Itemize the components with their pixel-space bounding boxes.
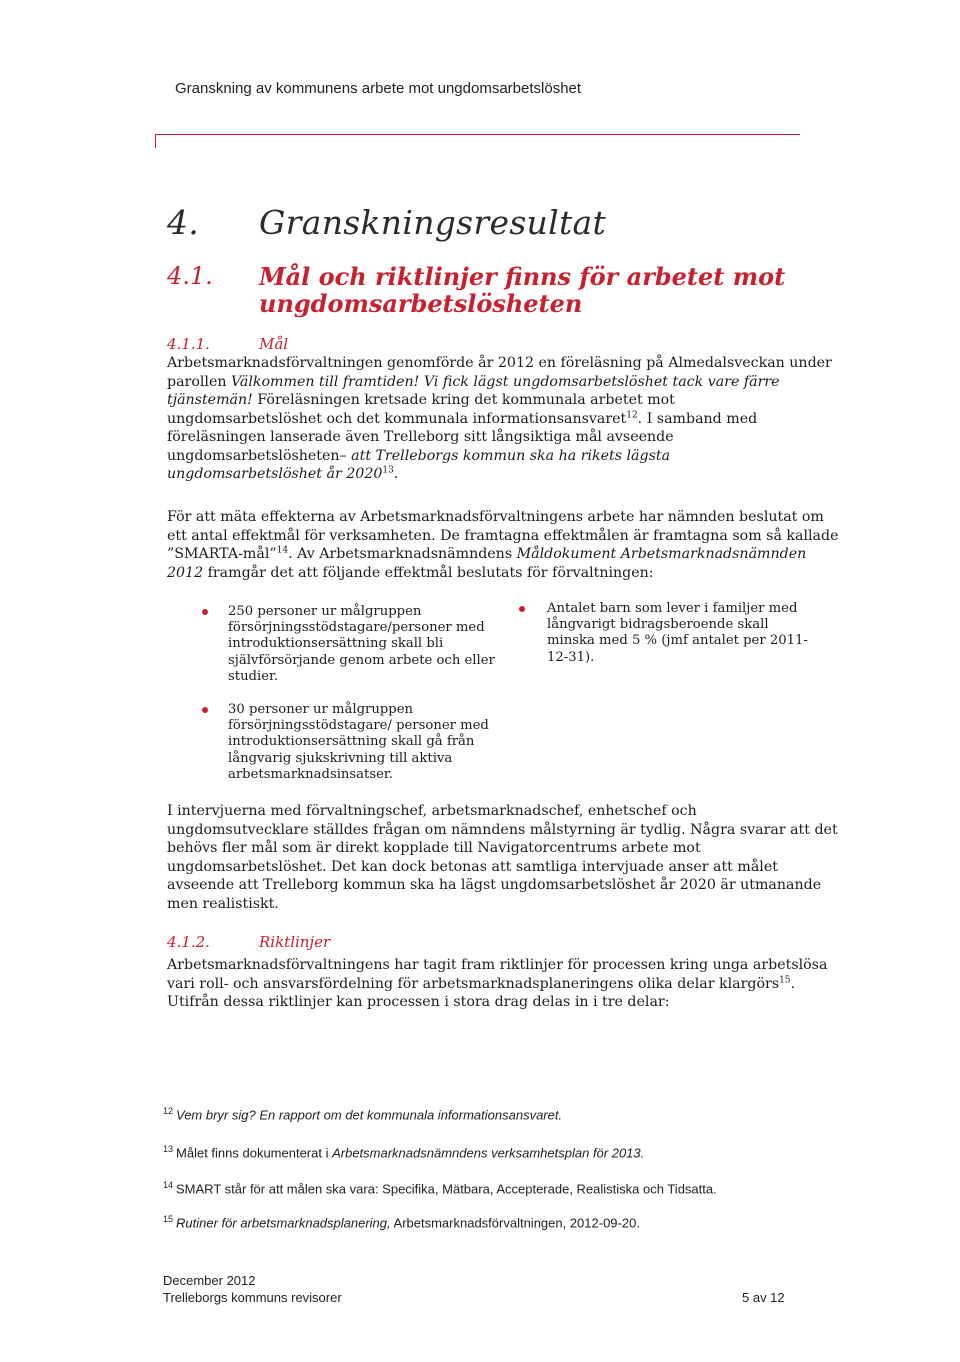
heading-2-line1: Mål och riktlinjer finns för arbetet mot <box>259 262 786 291</box>
bullet-line: Antalet barn som lever i familjer med <box>547 601 798 616</box>
bullet-marker <box>519 606 525 612</box>
bullet-line: 250 personer ur målgruppen <box>228 604 422 619</box>
text-line: 2012 framgår det att följande effektmål beslutats för förvaltningen: <box>167 564 654 581</box>
text-line: men realistiskt. <box>167 895 279 912</box>
section-412-title: Riktlinjer <box>259 933 331 951</box>
text-line: behövs fler mål som är direkt kopplade till Navigatorcentrums arbete mot <box>167 840 701 856</box>
bullet-item <box>228 604 495 685</box>
bullet-line: 30 personer ur målgruppen <box>228 702 414 717</box>
paragraph-smart-goals <box>167 508 839 582</box>
header-rule-tick <box>155 134 156 148</box>
footnote-12: $^{12}$ Vem bryr sig? En rapport om det kommunala informationsansvaret. <box>163 1106 563 1123</box>
bullet-marker <box>202 707 208 713</box>
heading-2-number: 4.1. <box>167 262 213 290</box>
footnote-14: $^{14}$ SMART står för att målen ska vara: Specifika, Mätbara, Accepterade, Realistiska och Tidsatta. <box>163 1180 717 1197</box>
text-line: Arbetsmarknadsförvaltningens har tagit fram riktlinjer för processen kring unga arbetslösa <box>167 957 828 973</box>
section-412-number: 4.1.2. <box>167 933 210 951</box>
bullet-item <box>228 702 489 783</box>
section-411-body <box>167 354 832 484</box>
text-line: ett antal effektmål för verksamheten. De framtagna effektmålen är framtagna som så kallade <box>167 527 839 544</box>
footnote-number: 14 <box>163 1180 174 1190</box>
bullet-item <box>547 601 808 666</box>
text-line: tjänstemän! Föreläsningen kretsade kring det kommunala arbetet mot <box>167 392 675 408</box>
text-line: ungdomsarbetslösheten– att Trelleborgs kommun ska ha rikets lägsta <box>167 447 671 464</box>
text-line: I intervjuerna med förvaltningschef, arbetsmarknadschef, enhetschef och <box>167 803 697 819</box>
bullet-line: introduktionsersättning skall gå från <box>228 734 475 750</box>
bullet-line: 12-31). <box>547 649 595 665</box>
paragraph-interviews <box>167 802 838 913</box>
text-line: Utifrån dessa riktlinjer kan processen i stora drag delas in i tre delar: <box>167 994 670 1010</box>
text-line: parollen Välkommen till framtiden! Vi fick lägst ungdomsarbetslöshet tack vare färre <box>167 373 780 390</box>
footnote-15: $^{15}$ Rutiner för arbetsmarknadsplanering, Arbetsmarknadsförvaltningen, 2012-09-20. <box>163 1214 640 1231</box>
bullet-line: studier. <box>228 668 279 684</box>
footnote-number: 12 <box>163 1106 174 1116</box>
text-line: ungdomsutvecklare ställdes frågan om nämndens målstyrning är tydlig. Några svarar att det <box>167 821 838 838</box>
footnote-13: $^{13}$ Målet finns dokumenterat i Arbetsmarknadsnämndens verksamhetsplan för 2013. <box>163 1144 645 1161</box>
footnote-number: 13 <box>163 1144 174 1154</box>
text-line: föreläsningen lanserade även Trelleborg sitt långsiktiga mål avseende <box>167 429 674 445</box>
text-line: ungdomsarbetslöshet. Det kan dock betonas att samtliga intervjuade anser att målet <box>167 858 778 875</box>
section-412-body <box>167 956 828 1012</box>
bullet-line: försörjningsstödstagare/personer med <box>228 620 485 636</box>
footnote-number: 15 <box>163 1214 174 1224</box>
text-line: vari roll- och ansvarsfördelning för arbetsmarknadsplaneringens olika delar klargörs$^{15}$. <box>167 974 796 992</box>
bullet-line: minska med 5 % (jmf antalet per 2011- <box>547 633 808 649</box>
heading-1-number: 4. <box>167 203 200 242</box>
bullet-line: arbetsmarknadsinsatser. <box>228 766 393 782</box>
header-rule <box>155 134 800 135</box>
bullet-marker <box>202 609 208 615</box>
section-411-number: 4.1.1. <box>167 335 210 353</box>
bullet-line: självförsörjande genom arbete och eller <box>228 652 495 668</box>
section-411-title: Mål <box>259 335 289 353</box>
text-line: ungdomsarbetslöshet år 2020$^{13}$. <box>167 465 399 482</box>
text-line: avseende att Trelleborg kommun ska ha lägst ungdomsarbetslöshet år 2020 är utmanande <box>167 877 822 893</box>
text-line: ”SMARTA-mål”$^{14}$. Av Arbetsmarknadsnämndens Måldokument Arbetsmarknadsnämnden <box>167 545 807 562</box>
bullet-line: långvarigt bidragsberoende skall <box>547 617 769 633</box>
text-line: Arbetsmarknadsförvaltningen genomförde år 2012 en föreläsning på Almedalsveckan under <box>167 355 832 371</box>
text-line: ungdomsarbetslöshet och det kommunala informationsansvaret$^{12}$. I samband med <box>167 409 758 427</box>
bullet-line: försörjningsstödstagare/ personer med <box>228 718 489 734</box>
bullet-line: långvarig sjukskrivning till aktiva <box>228 750 453 766</box>
heading-1-title: Granskningsresultat <box>259 203 607 242</box>
text-line: För att mäta effekterna av Arbetsmarknadsförvaltningens arbete har nämnden beslutat om <box>167 509 824 525</box>
footer-date: December 2012 <box>163 1273 256 1288</box>
footer-organization: Trelleborgs kommuns revisorer <box>163 1290 342 1305</box>
heading-2-line2: ungdomsarbetslösheten <box>259 289 583 318</box>
page-number: 5 av 12 <box>742 1290 785 1305</box>
bullet-line: introduktionsersättning skall bli <box>228 636 444 652</box>
running-header: Granskning av kommunens arbete mot ungdomsarbetslöshet <box>175 80 582 97</box>
